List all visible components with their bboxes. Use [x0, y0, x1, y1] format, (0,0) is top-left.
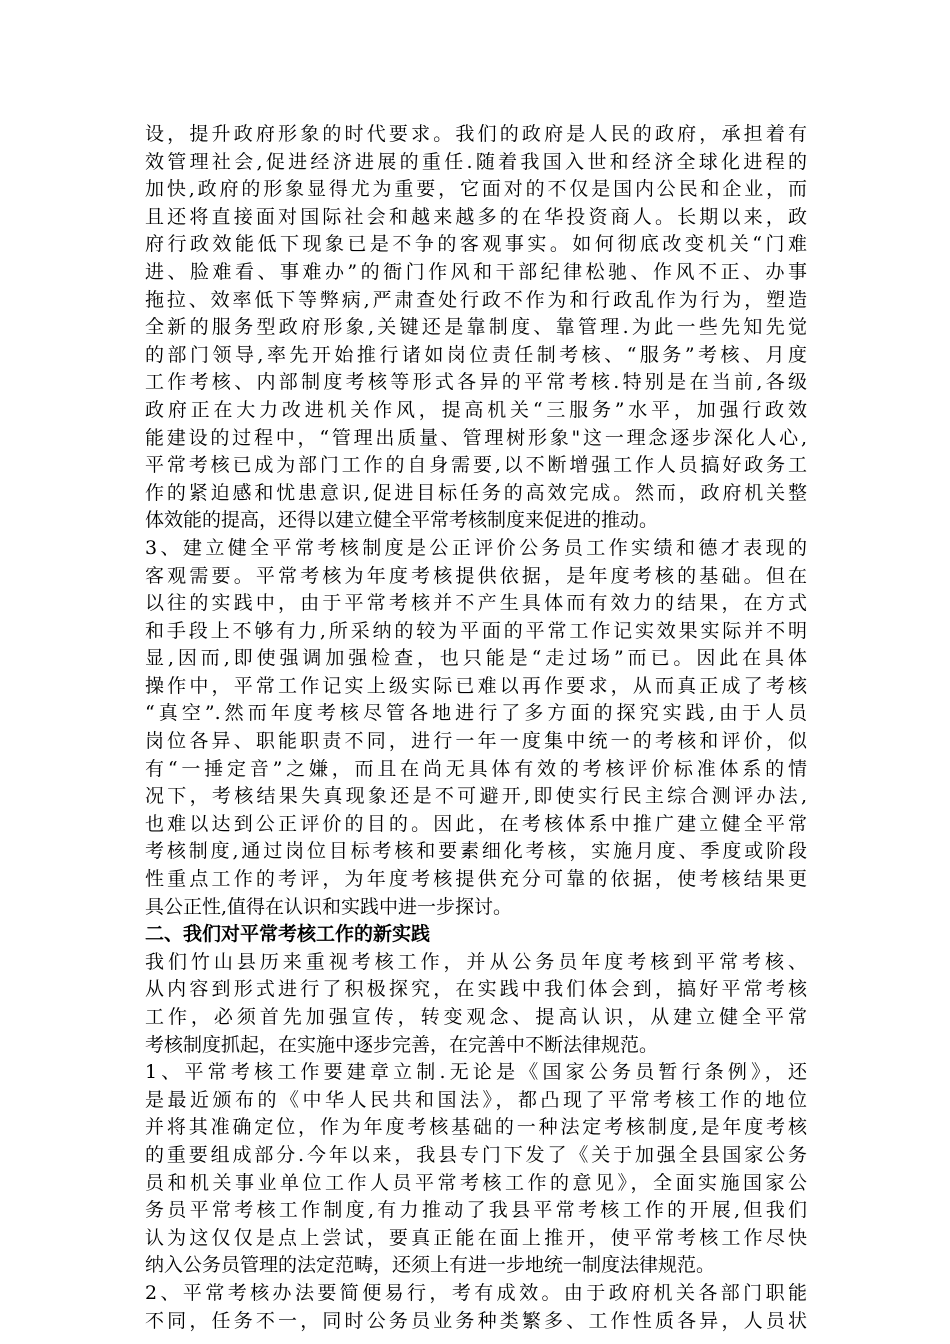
text-line: 平常考核已成为部门工作的自身需要,以不断增强工作人员搞好政务工	[145, 454, 807, 477]
text-line: 纳入公务员管理的法定范畴，还须上有进一步地统一制度法律规范。	[145, 1254, 716, 1277]
text-line: 的部门领导,率先开始推行诸如岗位责任制考核、“服务”考核、月度	[145, 343, 807, 366]
text-line: 作的紧迫感和忧患意识,促进目标任务的高效完成。然而，政府机关整	[145, 481, 807, 504]
text-line: 1、平常考核工作要建章立制.无论是《国家公务员暂行条例》，还	[145, 1061, 807, 1084]
text-line: 认为这仅仅是点上尝试，要真正能在面上推开，使平常考核工作尽快	[145, 1226, 807, 1249]
text-line: 加快,政府的形象显得尤为重要，它面对的不仅是国内公民和企业，而	[145, 178, 807, 201]
text-line: 进、脸难看、事难办”的衙门作风和干部纪律松驰、作风不正、办事	[145, 260, 807, 283]
text-line: 显,因而,即使强调加强检查，也只能是“走过场”而已。因此在具体	[145, 647, 807, 670]
text-line: 拖拉、效率低下等弊病,严肃查处行政不作为和行政乱作为行为，塑造	[145, 288, 807, 311]
text-line: 工作，必须首先加强宣传，转变观念、提高认识，从建立健全平常	[145, 1006, 807, 1028]
section-heading: 二、我们对平常考核工作的新实践	[145, 923, 431, 946]
text-line: 工作考核、内部制度考核等形式各异的平常考核.特别是在当前,各级	[145, 371, 807, 394]
document-page	[145, 121, 807, 1335]
text-line: 客观需要。平常考核为年度考核提供依据，是年度考核的基础。但在	[145, 564, 807, 587]
text-line: “真空”.然而年度考核尽管各地进行了多方面的探究实践,由于人员	[145, 702, 807, 725]
text-line: 考核制度,通过岗位目标考核和要素细化考核，实施月度、季度或阶段	[145, 840, 807, 863]
text-line: 员和机关事业单位工作人员平常考核工作的意见》，全面实施国家公	[145, 1171, 807, 1194]
text-line: 岗位各异、职能职责不同，进行一年一度集中统一的考核和评价，似	[145, 730, 807, 753]
text-line: 操作中，平常工作记实上级实际已难以再作要求，从而真正成了考核	[145, 674, 807, 697]
text-line: 2、平常考核办法要简便易行，考有成效。由于政府机关各部门职能	[145, 1281, 807, 1304]
text-line: 体效能的提高，还得以建立健全平常考核制度来促进的推动。	[145, 509, 659, 532]
text-line: 府行政效能低下现象已是不争的客观事实。如何彻底改变机关“门难	[145, 233, 807, 256]
text-line: 和手段上不够有力,所采纳的较为平面的平常工作记实效果实际并不明	[145, 619, 807, 642]
text-line: 的重要组成部分.今年以来，我县专门下发了《关于加强全县国家公务	[145, 1143, 807, 1166]
text-line: 务员平常考核工作制度,有力推动了我县平常考核工作的开展,但我们	[145, 1199, 807, 1222]
text-line: 政府正在大力改进机关作风，提高机关“三服务”水平，加强行政效	[145, 398, 807, 421]
text-line: 有“一捶定音”之嫌，而且在尚无具体有效的考核评价标准体系的情	[145, 757, 807, 780]
text-line: 效管理社会,促进经济进展的重任.随着我国入世和经济全球化进程的	[145, 150, 807, 173]
text-line: 并将其准确定位，作为年度考核基础的一种法定考核制度,是年度考核	[145, 1116, 807, 1139]
text-line: 以往的实践中，由于平常考核并不产生具体而有效力的结果，在方式	[145, 592, 807, 615]
text-line: 也难以达到公正评价的目的。因此，在考核体系中推广建立健全平常	[145, 812, 807, 835]
text-line: 能建设的过程中，“管理出质量、管理树形象"这一理念逐步深化人心,	[145, 426, 807, 449]
text-line: 不同，任务不一，同时公务员业务种类繁多、工作性质各异，人员状	[145, 1309, 807, 1332]
text-line: 3、建立健全平常考核制度是公正评价公务员工作实绩和德才表现的	[145, 536, 807, 559]
text-line: 从内容到形式进行了积极探究，在实践中我们体会到，搞好平常考核	[145, 978, 807, 1001]
text-line: 考核制度抓起，在实施中逐步完善，在完善中不断法律规范。	[145, 1033, 659, 1056]
text-line: 具公正性,值得在认识和实践中进一步探讨。	[145, 895, 513, 918]
text-line: 设，提升政府形象的时代要求。我们的政府是人民的政府，承担着有	[145, 123, 807, 145]
text-line: 性重点工作的考评，为年度考核提供充分可靠的依据，使考核结果更	[145, 868, 807, 891]
text-line: 是最近颁布的《中华人民共和国法》，都凸现了平常考核工作的地位	[145, 1088, 807, 1111]
text-line: 我们竹山县历来重视考核工作，并从公务员年度考核到平常考核、	[145, 950, 807, 973]
text-line: 且还将直接面对国际社会和越来越多的在华投资商人。长期以来，政	[145, 205, 807, 228]
text-line: 况下，考核结果失真现象还是不可避开,即使实行民主综合测评办法,	[145, 785, 807, 808]
text-line: 全新的服务型政府形象,关键还是靠制度、靠管理.为此一些先知先觉	[145, 316, 807, 339]
